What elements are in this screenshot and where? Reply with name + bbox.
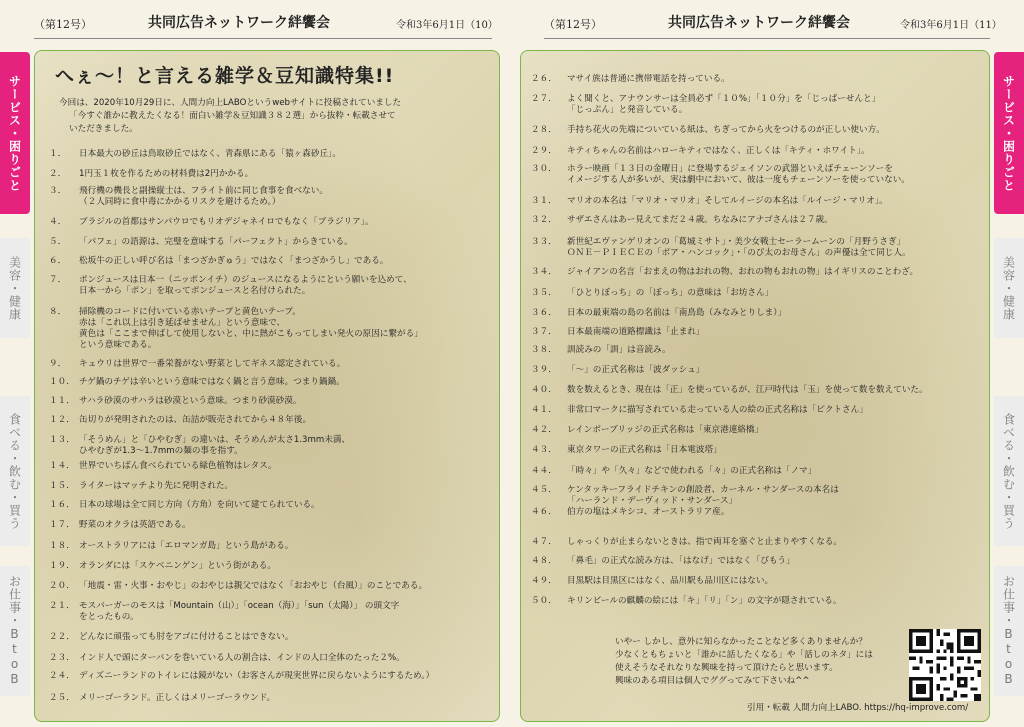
item-line: しゃっくりが止まらないときは、指で両耳を塞ぐと止まりやすくなる。 xyxy=(567,537,843,547)
item-number: ３５． xyxy=(531,288,557,298)
item-number: ２５． xyxy=(49,693,75,703)
list-item xyxy=(49,541,293,552)
item-number: ３８． xyxy=(531,345,557,355)
list-item xyxy=(49,307,423,351)
item-number: ２１． xyxy=(49,601,75,611)
item-line: ディズニーランドのトイレには鏡がない（お客さんが現実世界に戻らないようにするため。） xyxy=(79,671,435,681)
item-text xyxy=(79,217,374,228)
item-number: ２０． xyxy=(49,581,75,591)
item-text xyxy=(79,671,434,682)
tab-services[interactable]: サービス・困りごと xyxy=(0,52,30,214)
item-line: （２人同時に食中毒にかかるリスクを避けるため。） xyxy=(79,197,281,207)
list-item xyxy=(531,267,918,278)
item-number: ３１． xyxy=(531,196,557,206)
closing-line: いやー しかし、意外に知らなかったことなど多くありませんか？ xyxy=(615,637,867,647)
item-line: オランダには「スケベニンゲン」という街がある。 xyxy=(79,561,276,571)
item-text xyxy=(79,500,320,511)
item-number: ４３． xyxy=(531,445,557,455)
item-number: ７． xyxy=(49,275,67,285)
list-item xyxy=(531,596,841,607)
item-text xyxy=(567,308,786,319)
item-line: 日本最南端の道路標識は「止まれ」 xyxy=(567,327,705,337)
item-text xyxy=(567,537,842,548)
item-line: 非常口マークに描写されている走っている人の絵の正式名称は「ピクトさん」 xyxy=(567,405,868,415)
item-line: 「ひとりぼっち」の「ぼっち」の意味は「お坊さん」 xyxy=(567,288,774,298)
item-text xyxy=(79,481,233,492)
item-line: 日本の最東端の島の名前は「南鳥島（みなみとりしま）」 xyxy=(567,308,787,318)
item-text xyxy=(567,485,839,507)
item-line: 新世紀エヴァンゲリオンの「葛城ミサト」・美少女戦士セーラームーンの「月野うさぎ」 xyxy=(567,237,906,247)
issue-date: 令和3年6月1日（10） xyxy=(396,20,498,31)
item-line: 「じっぷん」と発音している。 xyxy=(567,105,688,115)
list-item xyxy=(49,461,277,472)
header-divider xyxy=(544,38,990,39)
item-number: ２． xyxy=(49,169,67,179)
item-line: 手持ち花火の先端についている紙は、ちぎってから火をつけるのが正しい使い方。 xyxy=(567,125,885,135)
tab-eat-drink-shop[interactable]: 食べる・飲む・買う xyxy=(0,396,30,546)
tab-work-btob[interactable]: お仕事・BtoB xyxy=(0,566,30,696)
item-line: マサイ族は普通に携帯電話を持っている。 xyxy=(567,74,730,84)
list-item xyxy=(531,125,885,136)
item-number: １２． xyxy=(49,415,75,425)
item-number: ３７． xyxy=(531,327,557,337)
item-line: 「鼻毛」の正式な読み方は、「はなげ」ではなく「びもう」 xyxy=(567,556,795,566)
item-number: ３９． xyxy=(531,365,557,375)
item-text xyxy=(79,307,423,351)
item-line: 訓読みの「訓」は音読み。 xyxy=(567,345,671,355)
item-text xyxy=(79,435,350,457)
item-text xyxy=(79,520,191,531)
list-item xyxy=(49,275,412,297)
item-line: 赤は「これ以上は引き延ばせません」という意味で、 xyxy=(79,318,286,328)
item-line: ブラジルの首都はサンパウロでもリオデジャネイロでもなく「ブラジリア」。 xyxy=(79,217,374,227)
list-item xyxy=(49,520,191,531)
issue-number: （第12号） xyxy=(34,18,92,31)
list-item xyxy=(531,385,928,396)
source-credit: 引用・転載 人間力向上LABO. https://hq-improve.com/ xyxy=(747,703,969,713)
list-item xyxy=(531,485,839,507)
item-text xyxy=(79,256,388,267)
list-item xyxy=(49,186,328,208)
item-line: という意味である。 xyxy=(79,340,157,350)
item-number: ６． xyxy=(49,256,67,266)
item-number: ２２． xyxy=(49,632,75,642)
list-item xyxy=(531,74,730,85)
item-text xyxy=(567,146,870,157)
item-text xyxy=(79,237,353,248)
item-line: 目黒駅は目黒区にはなく、品川駅も品川区にはない。 xyxy=(567,576,774,586)
item-number: ２４． xyxy=(49,671,75,681)
item-number: １． xyxy=(49,149,67,159)
item-text xyxy=(567,425,763,436)
item-number: ５０． xyxy=(531,596,557,606)
intro-line: いただきました。 xyxy=(69,124,138,134)
item-line: 「地震・雷・火事・おやじ」のおやじは親父ではなく「おおやじ（台風）」のことである。 xyxy=(79,581,428,591)
item-number: ４８． xyxy=(531,556,557,566)
item-text xyxy=(567,576,773,587)
list-item xyxy=(531,94,880,116)
list-item xyxy=(49,396,301,407)
item-line: 「～」の正式名称は「波ダッシュ」 xyxy=(567,365,705,375)
list-item xyxy=(49,693,275,704)
list-item xyxy=(531,537,842,548)
item-number: ４６． xyxy=(531,507,557,517)
item-line: ポンジュースは日本一（ニッポンイチ）のジュースになるようにという願いを込めて、 xyxy=(79,275,412,285)
item-number: ２３． xyxy=(49,653,75,663)
list-item xyxy=(49,377,345,388)
item-number: ４１． xyxy=(531,405,557,415)
item-line: 「パフェ」の語源は、完璧を意味する「パーフェクト」からきている。 xyxy=(79,237,353,247)
list-item xyxy=(49,561,276,572)
item-line: 野菜のオクラは英語である。 xyxy=(79,520,191,530)
list-item xyxy=(531,556,795,567)
list-item xyxy=(49,435,350,457)
item-text xyxy=(79,275,412,297)
item-text xyxy=(567,164,910,186)
list-item xyxy=(531,146,870,157)
item-line: 缶切りが発明されたのは、缶詰が販売されてから４８年後。 xyxy=(79,415,312,425)
right-content-panel xyxy=(520,50,990,722)
item-number: ４９． xyxy=(531,576,557,586)
item-text xyxy=(567,385,928,396)
list-item xyxy=(49,256,388,267)
tab-work-btob[interactable]: お仕事・BtoB xyxy=(994,566,1024,696)
item-number: ４５． xyxy=(531,485,557,495)
item-number: ８． xyxy=(49,307,67,317)
list-item xyxy=(49,581,427,592)
item-text xyxy=(567,345,671,356)
issue-number: （第12号） xyxy=(544,18,602,31)
list-item xyxy=(531,164,910,186)
item-line: レインボーブリッジの正式名称は「東京港連絡橋」 xyxy=(567,425,764,435)
tab-beauty-health[interactable]: 美容・健康 xyxy=(0,238,30,338)
left-content-panel xyxy=(34,50,500,722)
item-number: ２８． xyxy=(531,125,557,135)
closing-line: 興味のある項目は個人でググってみて下さいね^^ xyxy=(615,676,810,686)
item-line: 世界でいちばん食べられている緑色植物はレタス。 xyxy=(79,461,277,471)
closing-line: 少なくともちょいと「誰かに話したくなる」や「話しのネタ」には xyxy=(615,650,873,660)
item-number: ５． xyxy=(49,237,67,247)
item-line: をとったもの。 xyxy=(79,612,139,622)
item-text xyxy=(79,561,276,572)
item-line: 日本の球場は全て同じ方向（方角）を向いて建てられている。 xyxy=(79,500,320,510)
item-line: ジャイアンの名言「おまえの物はおれの物、おれの物もおれの物」はイギリスのことわざ。 xyxy=(567,267,919,277)
item-text xyxy=(79,169,253,180)
item-line: ライターはマッチより先に発明された。 xyxy=(79,481,234,491)
item-text xyxy=(567,196,888,207)
item-text xyxy=(79,396,301,407)
item-number: ９． xyxy=(49,359,67,369)
list-item xyxy=(531,215,833,226)
item-number: ２６． xyxy=(531,74,557,84)
item-line: キリンビールの麒麟の絵には「キ」「リ」「ン」の文字が隠されている。 xyxy=(567,596,842,606)
item-line: 「そうめん」と「ひやむぎ」の違いは、そうめんが太さ1.3mm未満、 xyxy=(79,435,351,445)
item-line: ＯＮＥ－ＰＩＥＣＥの「ボア・ハンコック」・「のび太のお母さん」の声優は全て同じ人。 xyxy=(567,248,911,258)
item-text xyxy=(567,327,705,338)
intro-line: 「今すぐ誰かに教えたくなる！面白い雑学＆豆知識３８２選」から抜粋・転載させて xyxy=(69,111,396,121)
intro-text xyxy=(59,97,479,136)
item-line: 東京タワーの正式名称は「日本電波塔」 xyxy=(567,445,722,455)
item-line: 飛行機の機長と副操縦士は、フライト前に同じ食事を食べない。 xyxy=(79,186,328,196)
item-text xyxy=(79,377,345,388)
item-number: １９． xyxy=(49,561,75,571)
item-text xyxy=(567,507,729,518)
item-text xyxy=(567,466,816,477)
item-line: マリオの本名は「マリオ・マリオ」そしてルイージの本名は「ルイージ・マリオ」。 xyxy=(567,196,888,206)
tab-services[interactable]: サービス・困りごと xyxy=(994,52,1024,214)
item-line: インド人で頭にターバンを巻いている人の割合は、インドの人口全体のたった２%。 xyxy=(79,653,405,663)
item-line: 掃除機のコードに付いている赤いテープと黄色いテープ。 xyxy=(79,307,301,317)
item-text xyxy=(567,288,773,299)
item-text xyxy=(567,237,911,259)
item-line: キティちゃんの名前はハローキティではなく、正しくは「キティ・ホワイト」。 xyxy=(567,146,870,156)
list-item xyxy=(49,653,405,664)
item-number: ４７． xyxy=(531,537,557,547)
item-text xyxy=(79,415,311,426)
item-text xyxy=(79,186,328,208)
closing-line: 使えそうなそれなりな興味を持って頂けたらと思います。 xyxy=(615,663,838,673)
list-item xyxy=(49,415,311,426)
item-text xyxy=(79,632,293,643)
tab-eat-drink-shop[interactable]: 食べる・飲む・買う xyxy=(994,396,1024,546)
tab-beauty-health[interactable]: 美容・健康 xyxy=(994,238,1024,338)
list-item xyxy=(49,359,345,370)
item-text xyxy=(79,601,399,623)
item-text xyxy=(567,94,880,116)
item-line: 黄色は「ここまで伸ばして使用しないと、中に熱がこもってしまい発火の原因に繋がる」 xyxy=(79,329,423,339)
list-item xyxy=(531,327,705,338)
item-text xyxy=(567,125,885,136)
item-line: 「時々」や「久々」などで使われる「々」の正式名称は「ノマ」 xyxy=(567,466,817,476)
item-text xyxy=(79,693,275,704)
item-number: ３４． xyxy=(531,267,557,277)
list-item xyxy=(49,481,233,492)
item-line: サハラ砂漠のサハラは砂漠という意味。つまり砂漠砂漠。 xyxy=(79,396,302,406)
list-item xyxy=(531,576,773,587)
item-number: ３０． xyxy=(531,164,557,174)
item-number: １０． xyxy=(49,377,75,387)
item-line: キュウリは世界で一番栄養がない野菜としてギネス認定されている。 xyxy=(79,359,346,369)
list-item xyxy=(531,288,773,299)
item-number: １７． xyxy=(49,520,75,530)
item-line: 数を数えるとき、現在は「正」を使っているが、江戸時代は「玉」を使って数を数えていた。 xyxy=(567,385,928,395)
item-number: ３２． xyxy=(531,215,557,225)
item-text xyxy=(567,405,868,416)
item-line: 日本一から「ポン」を取ってポンジュースと名付けられた。 xyxy=(79,286,311,296)
item-number: ４２． xyxy=(531,425,557,435)
issue-date: 令和3年6月1日（11） xyxy=(900,20,1002,31)
item-line: 1円玉１枚を作るための材料費は2円かかる。 xyxy=(79,169,254,179)
item-number: ４０． xyxy=(531,385,557,395)
item-text xyxy=(79,541,293,552)
list-item xyxy=(49,601,399,623)
item-line: ホラー映画「１３日の金曜日」に登場するジェイソンの武器といえばチェーンソーを xyxy=(567,164,893,174)
item-text xyxy=(79,581,427,592)
item-text xyxy=(79,461,277,472)
list-item xyxy=(531,445,722,456)
header-divider xyxy=(34,38,492,39)
item-number: ３． xyxy=(49,186,67,196)
item-line: 松坂牛の正しい呼び名は「まつざかぎゅう」ではなく「まつざかうし」である。 xyxy=(79,256,389,266)
list-item xyxy=(49,217,374,228)
item-number: ２７． xyxy=(531,94,557,104)
item-line: オーストラリアには「エロマンガ島」という島がある。 xyxy=(79,541,294,551)
list-item xyxy=(531,345,671,356)
item-number: ４４． xyxy=(531,466,557,476)
list-item xyxy=(531,365,704,376)
item-line: ケンタッキーフライドチキンの創設者、カーネル・サンダースの本名は xyxy=(567,485,839,495)
qr-code-icon xyxy=(909,629,981,701)
item-line: メリーゴーランド。正しくはメリーゴーラウンド。 xyxy=(79,693,276,703)
list-item xyxy=(49,169,253,180)
item-number: ３３． xyxy=(531,237,557,247)
item-line: イメージする人が多いが、実は劇中において、彼は一度もチェーンソーを使っていない。 xyxy=(567,175,910,185)
newsletter-title: 共同広告ネットワーク絆饗会 xyxy=(668,15,850,31)
item-line: 伯方の塩はメキシコ、オーストラリア産。 xyxy=(567,507,730,517)
item-text xyxy=(567,267,918,278)
item-number: ２９． xyxy=(531,146,557,156)
item-text xyxy=(567,215,833,226)
item-number: １６． xyxy=(49,500,75,510)
item-line: ひやむぎが1.3～1.7mmの麺の事を指す。 xyxy=(79,446,243,456)
item-line: モスバーガーのモスは「Mountain（山）」「ocean（海）」「sun（太陽）」 の頭文字 xyxy=(79,601,400,611)
item-text xyxy=(567,365,704,376)
list-item xyxy=(531,507,729,518)
item-number: １８． xyxy=(49,541,75,551)
item-line: チゲ鍋のチゲは辛いという意味ではなく鍋と言う意味。つまり鍋鍋。 xyxy=(79,377,345,387)
list-item xyxy=(531,196,888,207)
item-text xyxy=(79,359,345,370)
list-item xyxy=(49,632,293,643)
item-line: どんなに頑張っても肘をアゴに付けることはできない。 xyxy=(79,632,294,642)
item-line: 日本最大の砂丘は鳥取砂丘ではなく、青森県にある「猿ヶ森砂丘」。 xyxy=(79,149,341,159)
list-item xyxy=(49,237,353,248)
item-text xyxy=(567,596,841,607)
item-text xyxy=(567,74,730,85)
list-item xyxy=(531,237,911,259)
item-line: 「ハーランド・デーヴィッド・サンダース」 xyxy=(567,496,738,506)
list-item xyxy=(49,671,434,682)
page-heading: へぇ～！と言える雑学＆豆知識特集!! xyxy=(55,65,395,87)
item-text xyxy=(567,556,795,567)
item-line: サザエさんはあー見えてまだ２４歳。ちなみにアナゴさんは２７歳。 xyxy=(567,215,833,225)
item-number: ３６． xyxy=(531,308,557,318)
list-item xyxy=(531,405,868,416)
list-item xyxy=(49,500,320,511)
list-item xyxy=(531,308,786,319)
list-item xyxy=(531,425,763,436)
closing-message xyxy=(615,636,873,688)
item-number: １４． xyxy=(49,461,75,471)
item-text xyxy=(79,149,341,160)
newsletter-title: 共同広告ネットワーク絆饗会 xyxy=(148,15,330,31)
item-number: １１． xyxy=(49,396,75,406)
list-item xyxy=(531,466,816,477)
item-number: １５． xyxy=(49,481,75,491)
item-number: １３． xyxy=(49,435,75,445)
item-text xyxy=(567,445,722,456)
intro-line: 今回は、2020年10月29日に、人間力向上LABOというwebサイトに投稿されていました xyxy=(59,98,402,108)
item-line: よく聞くと、アナウンサーは全員必ず「１０%」「１０分」を「じっぱーせんと」 xyxy=(567,94,881,104)
item-number: ４． xyxy=(49,217,67,227)
list-item xyxy=(49,149,341,160)
item-text xyxy=(79,653,405,664)
